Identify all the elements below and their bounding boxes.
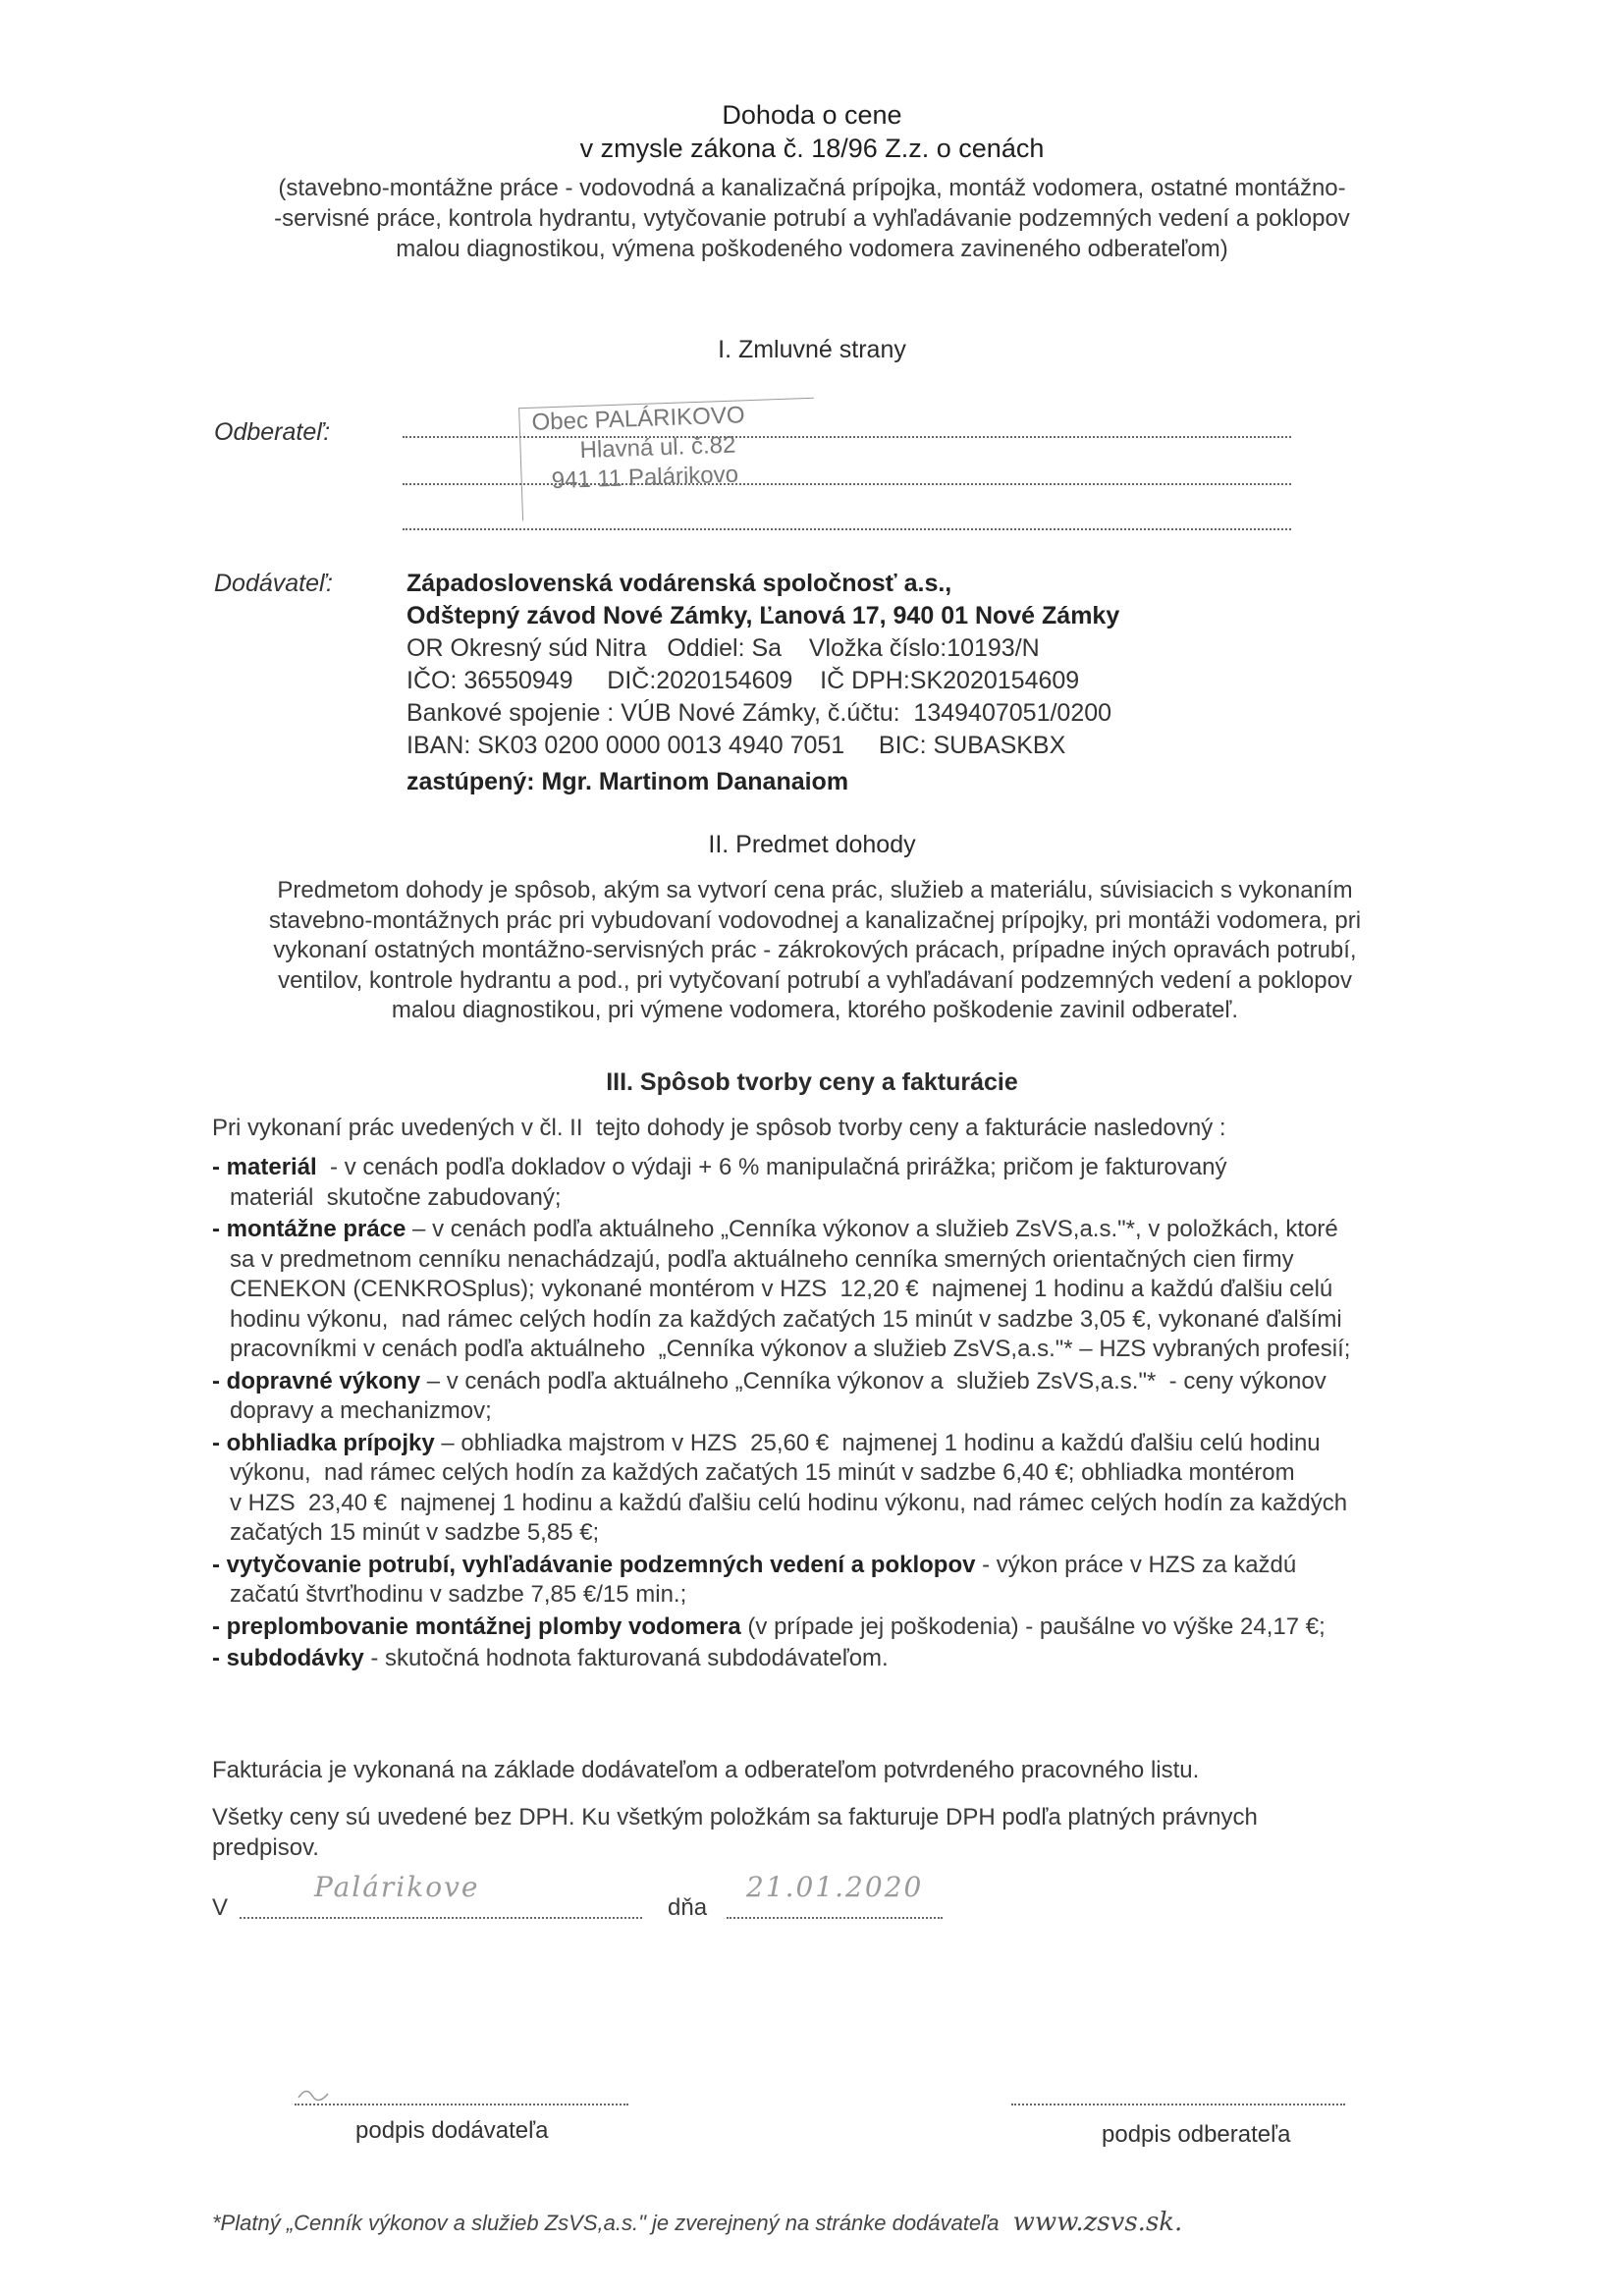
intro-line-2: -servisné práce, kontrola hydrantu, vytyčovanie potrubí a vyhľadávanie podzemných vedení a poklopov [274,205,1350,232]
pricing-item [212,1215,1547,1365]
date-handwritten: 21.01.2020 [746,1871,924,1903]
intro-line-1: (stavebno-montážne práce - vodovodná a kanalizačná prípojka, montáž vodomera, ostatné montážno- [278,175,1346,201]
section-3-heading: III. Spôsob tvorby ceny a fakturácie [606,1068,1018,1096]
pricing-item [212,1551,1547,1611]
supplier-signature-mark [295,2080,353,2104]
buyer-signature-line [1011,2104,1345,2105]
vat-line-2: predpisov. [212,1833,319,1861]
pricing-item [212,1153,1547,1213]
pricing-item-text: – v cenách podľa aktuálneho „Cenníka výkonov a služieb ZsVS,a.s."*, v položkách, ktoré [406,1216,1338,1242]
vat-line-1: Všetky ceny sú uvedené bez DPH. Ku všetkým položkám sa fakturuje DPH podľa platných právnych [212,1804,1258,1831]
pricing-item-term: - vytyčovanie potrubí, vyhľadávanie podzemných vedení a poklopov [212,1551,976,1578]
pricing-item-text: – v cenách podľa aktuálneho „Cenníka výkonov a služieb ZsVS,a.s."* - ceny výkonov [420,1367,1326,1394]
section-2-line: Predmetom dohody je spôsob, akým sa vytvorí cena prác, služieb a materiálu, súvisiacich s vykonaním [277,877,1353,903]
pricing-item-text: - v cenách podľa dokladov o výdaji + 6 % manipulačná prirážka; pričom je fakturovaný [316,1154,1227,1180]
supplier-register: OR Okresný súd Nitra Oddiel: Sa Vložka číslo:10193/N [406,634,1040,662]
supplier-signature-label: podpis dodávateľa [355,2117,549,2144]
document-title [0,98,1624,165]
supplier-signature-line [295,2104,628,2105]
section-2-line: vykonaní ostatných montážno-servisných prác - zákrokových prácach, prípadne iných opravách potrubí, [273,937,1357,963]
pricing-item-continuation: hodinu výkonu, nad rámec celých hodín za každých začatých 15 minút v sadzbe 3,05 €, vykonané ďalšími [230,1305,1342,1333]
pricing-item-term: - montážne práce [212,1216,406,1242]
supplier-represented: zastúpený: Mgr. Martinom Dananaiom [406,768,849,795]
buyer-dotted-line-3 [403,528,1291,530]
supplier-label: Dodávateľ: [214,570,333,597]
pricing-item [212,1613,1547,1643]
stamp-line-1: Obec PALÁRIKOVO [531,402,745,436]
stamp-line-2: Hlavná ul. č.82 [579,431,736,465]
section-2-line: stavebno-montážnych prác pri vybudovaní vodovodnej a kanalizačnej prípojky, pri montáži vodomera, pri [268,906,1362,934]
supplier-ids: IČO: 36550949 DIČ:2020154609 IČ DPH:SK2020154609 [406,667,1080,694]
title-line-2: v zmysle zákona č. 18/96 Z.z. o cenách [579,134,1045,163]
pricing-item-term: - dopravné výkony [212,1367,421,1394]
pricing-item-term: - subdodávky [212,1645,364,1671]
pricing-item-term: - preplombovanie montážnej plomby vodomera [212,1613,741,1640]
pricing-item [212,1644,1547,1674]
pricing-item-continuation: dopravy a mechanizmov; [230,1397,492,1424]
date-prefix: dňa [668,1894,708,1921]
pricing-item [212,1429,1547,1549]
supplier-bank: Bankové spojenie : VÚB Nové Zámky, č.účtu: 1349407051/0200 [406,699,1112,727]
pricing-item-continuation: pracovníkmi v cenách podľa aktuálneho „Cenníka výkonov a služieb ZsVS,a.s."* – HZS vybraných profesií; [230,1336,1351,1362]
footnote-text: *Platný „Cenník výkonov a služieb ZsVS,a.s." je zverejnený na stránke dodávateľa [212,2211,1000,2235]
supplier-iban: IBAN: SK03 0200 0000 0013 4940 7051 BIC: SUBASKBX [406,732,1066,759]
pricing-item-text: - skutočná hodnota fakturovaná subdodávateľom. [363,1645,889,1671]
supplier-branch: Odštepný závod Nové Zámky, Ľanová 17, 940 01 Nové Zámky [406,602,1120,629]
supplier-block [406,568,1565,798]
pricing-item-term: - materiál [212,1154,317,1180]
section-2-body [177,876,1453,1026]
pricing-item-continuation: začatú štvrťhodinu v sadzbe 7,85 €/15 min.; [230,1581,687,1608]
supplier-name: Západoslovenská vodárenská spoločnosť a.s., [406,570,952,597]
place-dotted-line [240,1917,642,1919]
title-line-1: Dohoda o cene [722,100,902,130]
pricing-item-continuation: začatých 15 minút v sadzbe 5,85 €; [230,1519,600,1546]
footnote-url: www.zsvs.sk. [1012,2208,1183,2237]
vat-note [212,1803,1587,1863]
pricing-item-text: (v prípade jej poškodenia) - paušálne vo výške 24,17 €; [740,1613,1326,1640]
pricing-item-continuation: v HZS 23,40 € najmenej 1 hodinu a každú ďalšiu celú hodinu výkonu, nad rámec celých hodín za každých [230,1489,1348,1516]
pricing-item-text: - výkon práce v HZS za každú [975,1551,1297,1578]
intro-line-3: malou diagnostikou, výmena poškodeného vodomera zavineného odberateľom) [396,236,1228,262]
buyer-stamp [518,398,818,520]
pricing-item [212,1367,1547,1427]
place-handwritten: Palárikove [314,1871,480,1903]
section-2-line: malou diagnostikou, pri výmene vodomera, ktorého poškodenie zavinil odberateľ. [391,997,1239,1023]
section-1-heading: I. Zmluvné strany [718,336,906,363]
section-3-intro: Pri vykonaní prác uvedených v čl. II tejto dohody je spôsob tvorby ceny a fakturácie nasledovný : [212,1115,1226,1141]
pricing-item-term: - obhliadka prípojky [212,1429,435,1456]
buyer-signature-label: podpis odberateľa [1102,2121,1291,2148]
pricing-item-continuation: sa v predmetnom cenníku nenachádzajú, podľa aktuálneho cenníka smerných orientačných cien firmy [230,1245,1294,1273]
stamp-line-3: 941 11 Palárikovo [551,461,739,495]
invoice-note: Fakturácia je vykonaná na základe dodávateľom a odberateľom potvrdeného pracovného listu. [212,1757,1200,1783]
place-prefix: V [212,1894,229,1921]
date-dotted-line [727,1917,943,1919]
pricing-item-continuation: materiál skutočne zabudovaný; [230,1183,562,1211]
pricing-item-continuation: CENEKON (CENKROSplus); vykonané montérom v HZS 12,20 € najmenej 1 hodinu a každú ďalšiu celú [230,1276,1333,1302]
document-intro [0,173,1624,264]
footnote [212,2208,1182,2237]
pricing-item-continuation: výkonu, nad rámec celých hodín za každých začatých 15 minút v sadzbe 6,40 €; obhliadka montérom [230,1459,1295,1486]
section-3-items [212,1153,1547,1676]
pricing-item-text: – obhliadka majstrom v HZS 25,60 € najmenej 1 hodinu a každú ďalšiu celú hodinu [434,1429,1321,1456]
section-2-heading: II. Predmet dohody [708,831,916,858]
buyer-label: Odberateľ: [214,418,331,446]
section-2-line: ventilov, kontrole hydrantu a pod., pri vytyčovaní potrubí a vyhľadávaní podzemných vedení a poklopov [278,966,1352,994]
